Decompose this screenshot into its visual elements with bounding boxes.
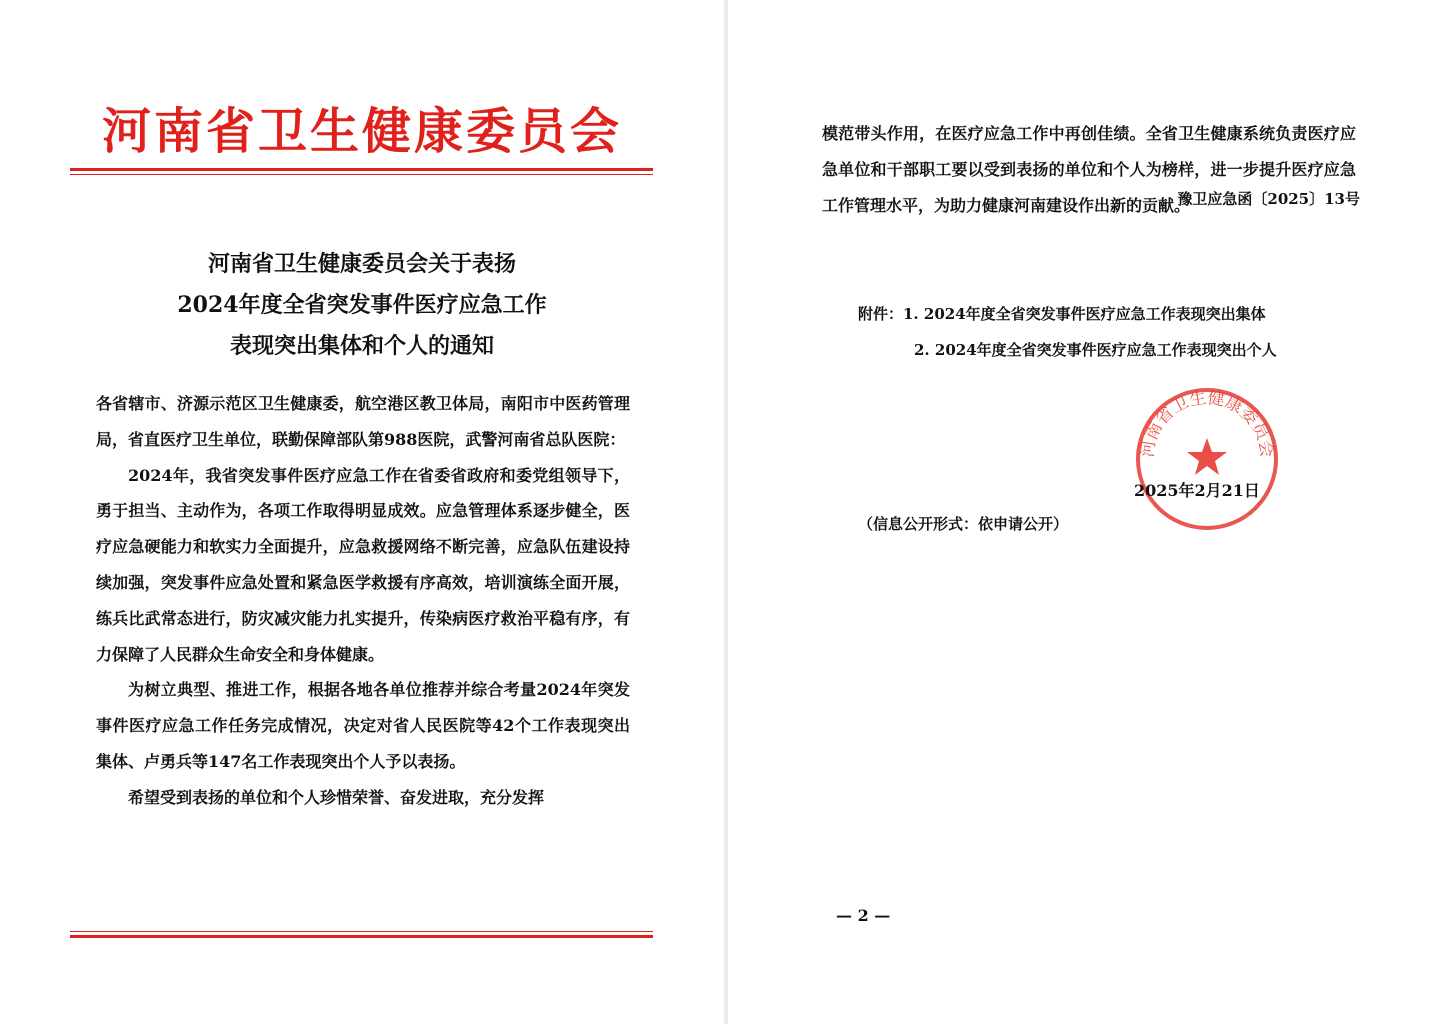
attachment-1: 附件：1. 2024年度全省突发事件医疗应急工作表现突出集体 (858, 305, 1266, 323)
header-rule-thick (70, 168, 653, 171)
signing-date: 2025年2月21日 (1134, 481, 1260, 500)
notice-title (70, 244, 654, 367)
footer-rule-thick (70, 935, 653, 938)
recipients: 各省辖市、济源示范区卫生健康委，航空港区教卫体局，南阳市中医药管理局，省直医疗卫生单位，联勤保障部队第988医院，武警河南省总队医院： (96, 394, 630, 449)
paragraph-3-continued: 模范带头作用，在医疗应急工作中再创佳绩。全省卫生健康系统负责医疗应急单位和干部职工要以受到表扬的单位和个人为榜样，进一步提升医疗应急工作管理水平，为助力健康河南建设作出新的贡献。 (822, 124, 1356, 215)
notice-title-line2: 2024年度全省突发事件医疗应急工作 (177, 292, 547, 318)
paragraph-2: 为树立典型、推进工作，根据各地各单位推荐并综合考量2024年突发事件医疗应急工作任务完成情况，决定对省人民医院等42个工作表现突出集体、卢勇兵等147名工作表现突出个人予以表扬。 (96, 680, 630, 771)
disclosure-note: （信息公开形式：依申请公开） (858, 515, 1069, 533)
paragraph-3-start: 希望受到表扬的单位和个人珍惜荣誉、奋发进取，充分发挥 (128, 787, 545, 807)
notice-title-line1: 河南省卫生健康委员会关于表扬 (207, 251, 516, 277)
attachments (858, 296, 1277, 368)
attachment-2: 2. 2024年度全省突发事件医疗应急工作表现突出个人 (914, 341, 1277, 359)
seal-text: 河南省卫生健康委员会 (1137, 388, 1277, 459)
footer-rule-thin (70, 931, 653, 932)
notice-title-line3: 表现突出集体和个人的通知 (229, 333, 494, 359)
doc-number: 豫卫应急函〔2025〕13号 (1177, 190, 1360, 208)
official-seal (1134, 386, 1280, 532)
paragraph-1: 2024年，我省突发事件医疗应急工作在省委省政府和委党组领导下，勇于担当、主动作为，各项工作取得明显成效。应急管理体系逐步健全，医疗应急硬能力和软实力全面提升，应急救援网络不断完善，应急队伍建设持续加强，突发事件应急处置和紧急医学救援有序高效，培训演练全面开展，练兵比武常态进行，防灾减灾能力扎实提升，传染病医疗救治平稳有序，有力保障了人民群众生命安全和身体健康。 (96, 465, 630, 664)
header-rule-thin (70, 174, 653, 175)
seal-star-icon (1187, 438, 1227, 475)
page-number: — 2 — (836, 906, 891, 925)
notice-body (96, 386, 630, 816)
org-title: 河南省卫生健康委员会 (101, 102, 622, 160)
